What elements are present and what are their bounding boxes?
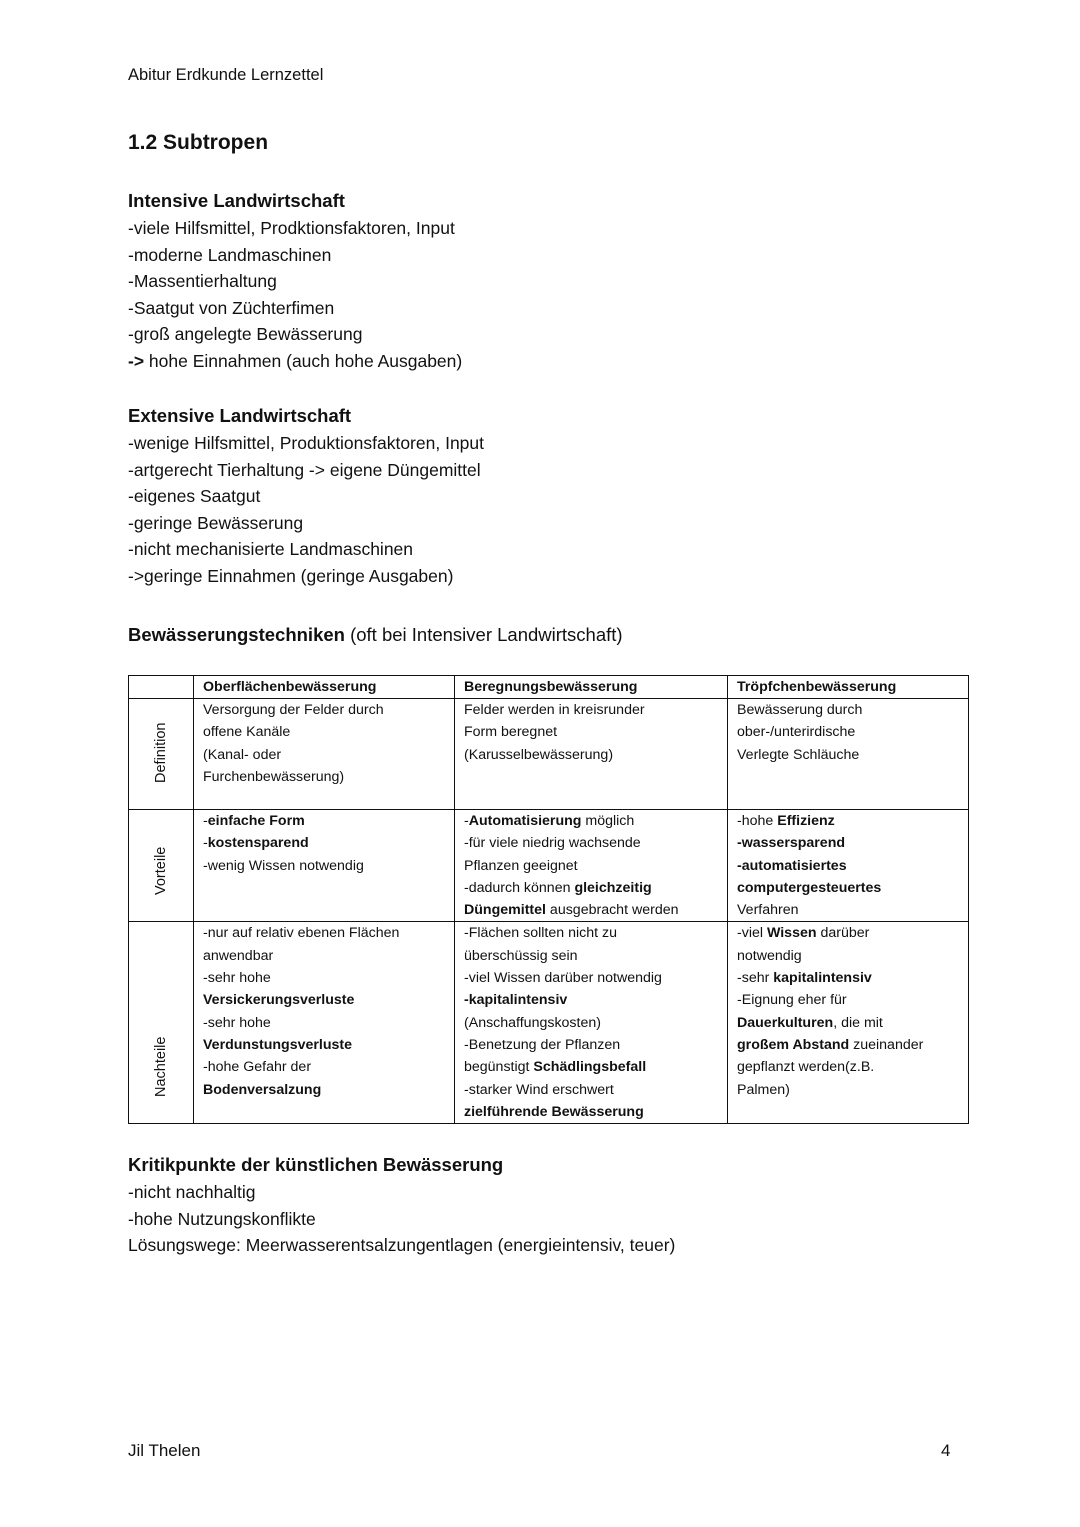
text: -viele Hilfsmittel, Prodktionsfaktoren, Input	[128, 218, 455, 238]
bold-text: Schädlingsbefall	[533, 1059, 647, 1076]
text: (Karusselbewässerung)	[464, 746, 614, 763]
table-cell	[455, 810, 728, 922]
text: hohe Einnahmen (auch hohe Ausgaben)	[144, 350, 463, 371]
intensive-section	[128, 187, 462, 375]
bold-text: Verdunstungsverluste	[203, 1036, 353, 1053]
bold-text: -wassersparend	[737, 835, 846, 852]
column-header: Beregnungsbewässerung	[455, 676, 728, 699]
bold-text: -kapitalintensiv	[464, 992, 568, 1009]
bold-text: gleichzeitig	[574, 879, 652, 896]
text: -wenig Wissen notwendig	[203, 857, 364, 874]
text: -hohe Gefahr der	[203, 1059, 312, 1076]
bold-text: zielführende Bewässerung	[464, 1103, 644, 1120]
table-header-row	[129, 676, 969, 699]
bullet-line	[128, 268, 462, 295]
text: -sehr hohe	[203, 1014, 271, 1031]
table-cell	[455, 922, 728, 1124]
bold-text: Dauerkulturen	[737, 1014, 834, 1031]
bullet-line	[128, 242, 462, 269]
table-cell	[728, 922, 969, 1124]
text: Pflanzen geeignet	[464, 857, 578, 874]
cell-line	[203, 766, 454, 788]
text: -	[203, 813, 208, 829]
table-row	[129, 922, 969, 1124]
text: darüber	[816, 925, 870, 942]
cell-line	[203, 989, 454, 1011]
cell-line	[464, 967, 727, 989]
text: -wenige Hilfsmittel, Produktionsfaktoren, Input	[128, 433, 484, 453]
table-row	[129, 810, 969, 922]
cell-line	[203, 744, 454, 766]
text: ausgebracht werden	[545, 902, 679, 919]
text: -eigenes Saatgut	[128, 486, 261, 507]
cell-line	[203, 922, 454, 944]
bullet-line	[128, 1179, 675, 1206]
text: (Anschaffungskosten)	[464, 1014, 601, 1031]
cell-line	[203, 1056, 454, 1078]
text: Form beregnet	[464, 724, 558, 741]
text: Verfahren	[737, 902, 799, 919]
cell-line	[464, 855, 727, 877]
bullet-line	[128, 510, 484, 537]
text: -sehr	[737, 970, 774, 987]
text: -nur auf relativ ebenen Flächen	[203, 925, 400, 942]
bold-text: Versickerungsverluste	[203, 992, 355, 1009]
table-cell	[194, 699, 455, 810]
text: -artgerecht Tierhaltung -> eigene Düngemittel	[128, 459, 481, 480]
text: (Kanal- oder	[203, 746, 282, 763]
cell-line	[203, 832, 454, 854]
irrigation-table	[128, 675, 969, 1124]
bold-text: Automatisierung	[468, 813, 582, 829]
text: -Eignung eher für	[737, 992, 847, 1009]
text: offene Kanäle	[203, 724, 291, 741]
text: -geringe Bewässerung	[128, 512, 304, 533]
cell-line	[464, 1012, 727, 1034]
text: -Benetzung der Pflanzen	[464, 1036, 621, 1053]
cell-line	[737, 1034, 968, 1056]
cell-line	[464, 1034, 727, 1056]
text: gepflanzt werden(z.B.	[737, 1059, 875, 1076]
text: -moderne Landmaschinen	[128, 244, 332, 265]
text: -	[203, 835, 208, 852]
cell-line	[464, 945, 727, 967]
cell-line	[464, 1056, 727, 1078]
bold-text: kostensparend	[207, 835, 309, 852]
text: (oft bei Intensiver Landwirtschaft)	[344, 624, 623, 645]
cell-line	[203, 855, 454, 877]
text: zueinander	[849, 1036, 924, 1053]
criticism-section	[128, 1151, 675, 1259]
page-number: 4	[941, 1441, 951, 1460]
text: -groß angelegte Bewässerung	[128, 324, 363, 345]
cell-line	[737, 810, 968, 832]
cell-line	[203, 945, 454, 967]
bold-text: großem Abstand	[737, 1036, 850, 1053]
cell-line	[737, 989, 968, 1011]
table-row	[129, 699, 969, 810]
text: Bewässerung durch	[737, 702, 863, 718]
text: begünstigt	[464, 1059, 534, 1076]
text: anwendbar	[203, 947, 274, 964]
bold-text: Effizienz	[777, 813, 835, 829]
text: -für viele niedrig wachsende	[464, 835, 641, 852]
text: -viel	[737, 925, 767, 942]
bold-text: -automatisiertes	[737, 857, 847, 874]
cell-line	[203, 1079, 454, 1101]
cell-line	[737, 1079, 968, 1101]
cell-line	[737, 945, 968, 967]
column-header: Oberflächenbewässerung	[194, 676, 455, 699]
cell-line	[737, 744, 968, 766]
table-cell	[728, 810, 969, 922]
column-header: Tröpfchenbewässerung	[728, 676, 969, 699]
cell-line	[464, 832, 727, 854]
table-cell	[728, 699, 969, 810]
corner-cell	[129, 676, 194, 699]
cell-line	[737, 899, 968, 921]
bold-text: Bodenversalzung	[203, 1081, 322, 1098]
cell-line	[203, 1034, 454, 1056]
text: möglich	[581, 813, 635, 829]
text: -sehr hohe	[203, 970, 271, 987]
bullet-line	[128, 295, 462, 322]
section-heading	[128, 187, 462, 215]
table-cell	[455, 699, 728, 810]
cell-line	[464, 899, 727, 921]
cell-line	[203, 810, 454, 832]
row-label: Definition	[153, 722, 169, 783]
text: -Saatgut von Züchterfimen	[128, 297, 335, 318]
cell-line	[464, 744, 727, 766]
bullet-line	[128, 430, 484, 457]
text: -Massentierhaltung	[128, 271, 277, 292]
section-heading	[128, 1151, 675, 1179]
text: Verlegte Schläuche	[737, 746, 860, 763]
cell-line	[464, 1079, 727, 1101]
bold-text: Extensive Landwirtschaft	[128, 405, 352, 426]
cell-line	[464, 1101, 727, 1123]
cell-line	[464, 989, 727, 1011]
cell-line	[737, 967, 968, 989]
row-label-cell	[129, 810, 194, 922]
text: -viel Wissen darüber notwendig	[464, 970, 662, 987]
section-heading	[128, 621, 623, 649]
text: -starker Wind erschwert	[464, 1081, 614, 1098]
cell-line	[203, 699, 454, 721]
row-label: Nachteile	[153, 1036, 169, 1098]
bold-text: kapitalintensiv	[773, 970, 872, 987]
bullet-line	[128, 1232, 675, 1259]
extensive-section	[128, 402, 484, 590]
bullet-line	[128, 536, 484, 563]
text: -nicht nachhaltig	[128, 1182, 256, 1202]
bullet-line	[128, 321, 462, 348]
bullet-line	[128, 563, 484, 590]
bold-text: Wissen	[766, 925, 817, 942]
bold-text: Bewässerungstechniken	[128, 624, 345, 645]
cell-line	[737, 1012, 968, 1034]
text: notwendig	[737, 947, 802, 964]
bullet-line	[128, 483, 484, 510]
cell-line	[737, 721, 968, 743]
row-label: Vorteile	[153, 847, 169, 896]
table-cell	[194, 810, 455, 922]
text: Furchenbewässerung)	[203, 768, 345, 785]
cell-line	[464, 877, 727, 899]
text: -dadurch können	[464, 879, 575, 896]
text: -nicht mechanisierte Landmaschinen	[128, 539, 414, 560]
text: ->geringe Einnahmen (geringe Ausgaben)	[128, 565, 454, 586]
cell-line	[203, 1012, 454, 1034]
text: -Flächen sollten nicht zu	[464, 925, 617, 942]
cell-line	[737, 877, 968, 899]
cell-line	[203, 967, 454, 989]
text: Versorgung der Felder durch	[203, 702, 384, 718]
text: Lösungswege: Meerwasserentsalzungentlagen (energieintensiv, teuer)	[128, 1235, 676, 1256]
cell-line	[464, 699, 727, 721]
cell-line	[737, 699, 968, 721]
cell-line	[203, 721, 454, 743]
text: ober-/unterirdische	[737, 724, 856, 741]
text: -	[464, 813, 469, 829]
cell-line	[737, 832, 968, 854]
bold-text: ->	[128, 350, 145, 371]
irrigation-heading	[128, 621, 623, 649]
text: , die mit	[833, 1014, 883, 1031]
bold-text: Intensive Landwirtschaft	[128, 190, 345, 211]
table-cell	[194, 922, 455, 1124]
section-title: 1.2 Subtropen	[128, 131, 269, 154]
bold-text: Düngemittel	[464, 902, 546, 919]
cell-line	[464, 922, 727, 944]
cell-line	[737, 922, 968, 944]
bullet-line	[128, 215, 462, 242]
text: überschüssig sein	[464, 947, 578, 964]
text: Felder werden in kreisrunder	[464, 702, 645, 718]
bullet-line	[128, 348, 462, 375]
text: -hohe Nutzungskonflikte	[128, 1208, 316, 1229]
text: Palmen)	[737, 1081, 790, 1098]
cell-line	[737, 855, 968, 877]
cell-line	[737, 1056, 968, 1078]
bold-text: Kritikpunkte der künstlichen Bewässerung	[128, 1154, 504, 1175]
bold-text: einfache Form	[207, 813, 305, 829]
bold-text: computergesteuertes	[737, 879, 882, 896]
text: -hohe	[737, 813, 778, 829]
bullet-line	[128, 1206, 675, 1233]
row-label-cell	[129, 922, 194, 1124]
footer-author: Jil Thelen	[128, 1441, 201, 1460]
section-heading	[128, 402, 484, 430]
bullet-line	[128, 457, 484, 484]
document-header: Abitur Erdkunde Lernzettel	[128, 66, 324, 84]
cell-line	[464, 721, 727, 743]
row-label-cell	[129, 699, 194, 810]
cell-line	[464, 810, 727, 832]
